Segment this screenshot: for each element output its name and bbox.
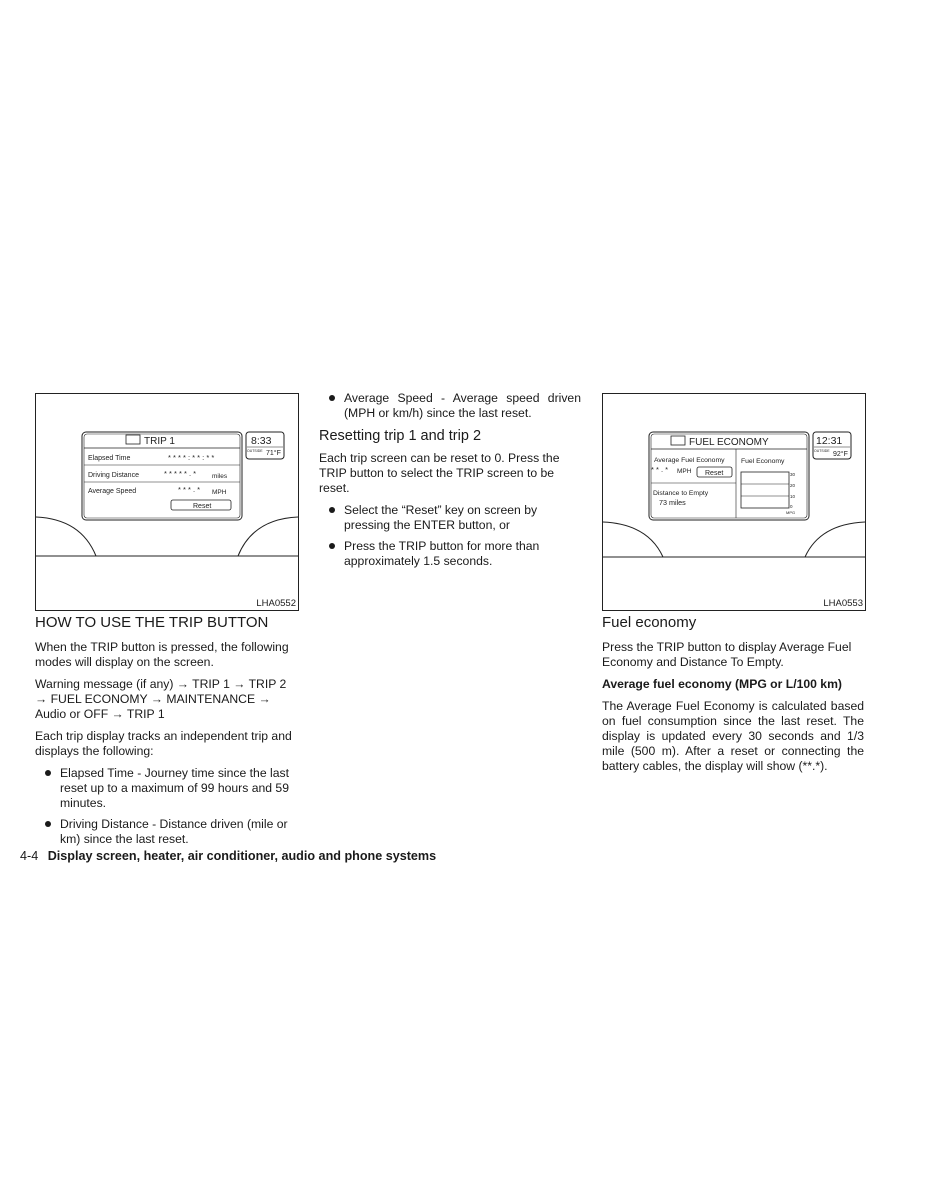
fuel-outside-label: OUTSIDE <box>814 449 830 453</box>
fuel-scale-tick: 20 <box>790 483 796 488</box>
trip1-temp: 71°F <box>266 450 281 457</box>
left-column <box>35 614 297 854</box>
paragraph: The Average Fuel Economy is calculated based on fuel consumption since the last reset. The display is updated every 30 seconds and 1/3 mile (500 m). After a reset or connecting the battery cables, the display will show (**.*). <box>602 699 864 773</box>
avg-fuel-label: Average Fuel Economy <box>654 457 725 464</box>
trip1-row-label: Driving Distance <box>88 472 139 479</box>
figure-code: LHA0553 <box>823 598 863 609</box>
trip1-screen-illustration <box>36 394 298 610</box>
page-footer <box>20 848 436 864</box>
bullet-item: Elapsed Time - Journey time since the last reset up to a maximum of 99 hours and 59 minutes. <box>35 766 297 811</box>
fuel-clock: 12:31 <box>816 435 843 447</box>
bullet-list <box>319 391 581 421</box>
bullet-item: Press the TRIP button for more than approximately 1.5 seconds. <box>319 539 581 569</box>
trip1-row-value: * * * * * . * <box>164 469 197 478</box>
trip1-row-label: Elapsed Time <box>88 455 131 462</box>
fuel-screen-title: FUEL ECONOMY <box>689 437 769 448</box>
trip1-figure <box>35 393 299 611</box>
trip1-outside-label: OUTSIDE <box>247 449 263 453</box>
fuel-scale-tick: 30 <box>790 472 796 477</box>
trip1-row-value: * * * . * <box>178 485 201 494</box>
dte-value: 73 miles <box>659 498 686 507</box>
fuel-economy-figure <box>602 393 866 611</box>
middle-column <box>319 391 581 576</box>
trip1-reset-label: Reset <box>193 503 212 510</box>
fuel-graph-label: Fuel Economy <box>741 458 785 465</box>
trip1-row-unit: MPH <box>212 489 227 496</box>
paragraph: Press the TRIP button to display Average Fuel Economy and Distance To Empty. <box>602 640 852 669</box>
figure-code: LHA0552 <box>256 598 296 609</box>
avg-fuel-unit: MPH <box>677 468 692 475</box>
fuel-economy-screen-illustration <box>603 394 865 610</box>
bullet-item: Select the “Reset” key on screen by pressing the ENTER button, or <box>319 503 581 533</box>
chapter-title: Display screen, heater, air conditioner, audio and phone systems <box>47 849 437 863</box>
paragraph: Each trip screen can be reset to 0. Press the TRIP button to select the TRIP screen to be reset. <box>319 451 560 495</box>
bullet-list <box>35 766 297 847</box>
fuel-scale-tick: 0 <box>790 504 793 509</box>
fuel-reset-label: Reset <box>705 470 724 477</box>
subsection-heading: Resetting trip 1 and trip 2 <box>319 428 482 444</box>
right-column <box>602 614 864 781</box>
bold-subheading: Average fuel economy (MPG or L/100 km) <box>602 677 842 691</box>
trip1-row-label: Average Speed <box>88 488 137 495</box>
section-heading: HOW TO USE THE TRIP BUTTON <box>35 614 269 631</box>
fuel-scale-tick: 10 <box>790 494 796 499</box>
avg-fuel-value: * * . * <box>651 465 669 474</box>
fuel-temp: 92°F <box>833 451 848 458</box>
page-number: 4-4 <box>20 849 39 863</box>
trip1-row-value: * * * * : * * : * * <box>168 453 215 462</box>
paragraph: Warning message (if any) → TRIP 1 → TRIP 2 → FUEL ECONOMY → MAINTENANCE → Audio or OFF → TRIP 1 <box>35 677 287 721</box>
trip1-screen-title: TRIP 1 <box>144 436 175 447</box>
trip1-row-unit: miles <box>212 473 228 480</box>
trip1-clock: 8:33 <box>251 435 272 447</box>
dte-label: Distance to Empty <box>653 490 709 497</box>
fuel-scale-unit: MPG <box>786 510 796 515</box>
bullet-item: Average Speed - Average speed driven (MPH or km/h) since the last reset. <box>319 391 581 421</box>
paragraph: When the TRIP button is pressed, the following modes will display on the screen. <box>35 640 289 669</box>
bullet-list <box>319 503 581 569</box>
section-heading: Fuel economy <box>602 614 697 631</box>
paragraph: Each trip display tracks an independent trip and displays the following: <box>35 729 292 758</box>
bullet-item: Driving Distance - Distance driven (mile or km) since the last reset. <box>35 817 297 847</box>
